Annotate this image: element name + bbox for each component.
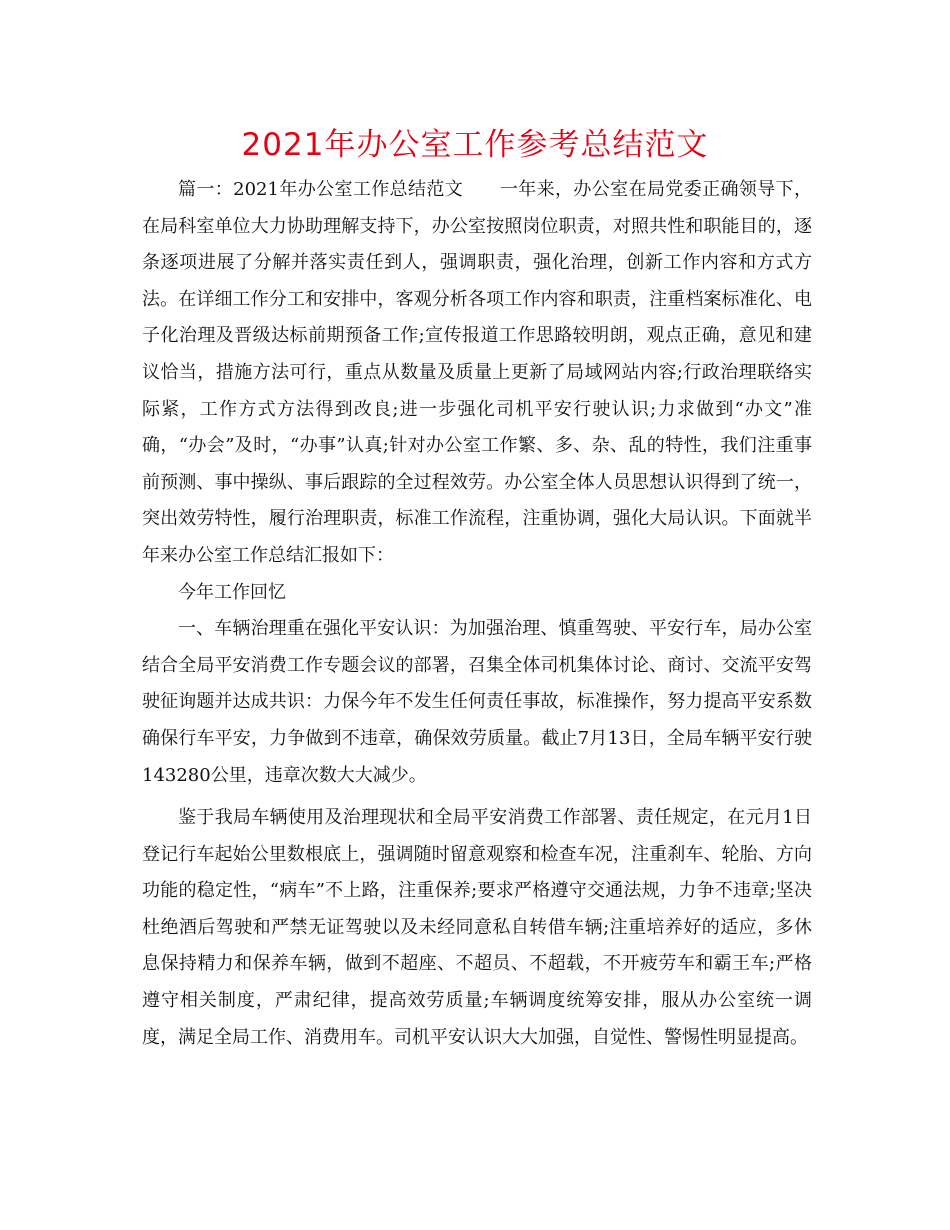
document-body: [142, 172, 812, 1056]
paragraph-section-heading: 今年工作回忆: [178, 581, 286, 603]
paragraph-vehicle-management: 一、车辆治理重在强化平安认识：为加强治理、慎重驾驶、平安行车，局办公室结合全局平安消费工作专题会议的部署，召集全体司机集体讨论、商讨、交流平安驾驶征询题并达成共识：力保今年不发生任何责任事故，标准操作，努力提高平安系数确保行车平安，力争做到不违章，确保效劳质量。截止7月13日，全局车辆平安行驶143280公里，违章次数大大减少。: [142, 618, 812, 786]
paragraph-intro: 篇一：2021年办公室工作总结范文 一年来，办公室在局党委正确领导下，在局科室单位大力协助理解支持下，办公室按照岗位职责，对照共性和职能目的，逐条逐项进展了分解并落实责任到人，强调职责，强化治理，创新工作内容和方式方法。在详细工作分工和安排中，客观分析各项工作内容和职责，注重档案标准化、电子化治理及晋级达标前期预备工作;宣传报道工作思路较明朗，观点正确，意见和建议恰当，措施方法可行，重点从数量及质量上更新了局域网站内容;行政治理联络实际紧，工作方式方法得到改良;进一步强化司机平安行驶认识;力求做到“办文”准确，“办会”及时，“办事”认真;针对办公室工作繁、多、杂、乱的特性，我们注重事前预测、事中操纵、事后跟踪的全过程效劳。办公室全体人员思想认识得到了统一，突出效劳特性，履行治理职责，标准工作流程，注重协调，强化大局认识。下面就半年来办公室工作总结汇报如下：: [142, 179, 812, 566]
document-title: 2021年办公室工作参考总结范文: [241, 127, 709, 163]
paragraph-vehicle-details: 鉴于我局车辆使用及治理现状和全局平安消费工作部署、责任规定，在元月1日登记行车起始公里数根底上，强调随时留意观察和检查车况，注重刹车、轮胎、方向功能的稳定性，“病车”不上路，注重保养;要求严格遵守交通法规，力争不违章;坚决杜绝酒后驾驶和严禁无证驾驶以及未经同意私自转借车辆;注重培养好的适应，多休息保持精力和保养车辆，做到不超座、不超员、不超载，不开疲劳车和霸王车;严格遵守相关制度，严肃纪律，提高效劳质量;车辆调度统筹安排，服从办公室统一调度，满足全局工作、消费用车。司机平安认识大大加强，自觉性、警惕性明显提高。: [142, 807, 812, 1048]
